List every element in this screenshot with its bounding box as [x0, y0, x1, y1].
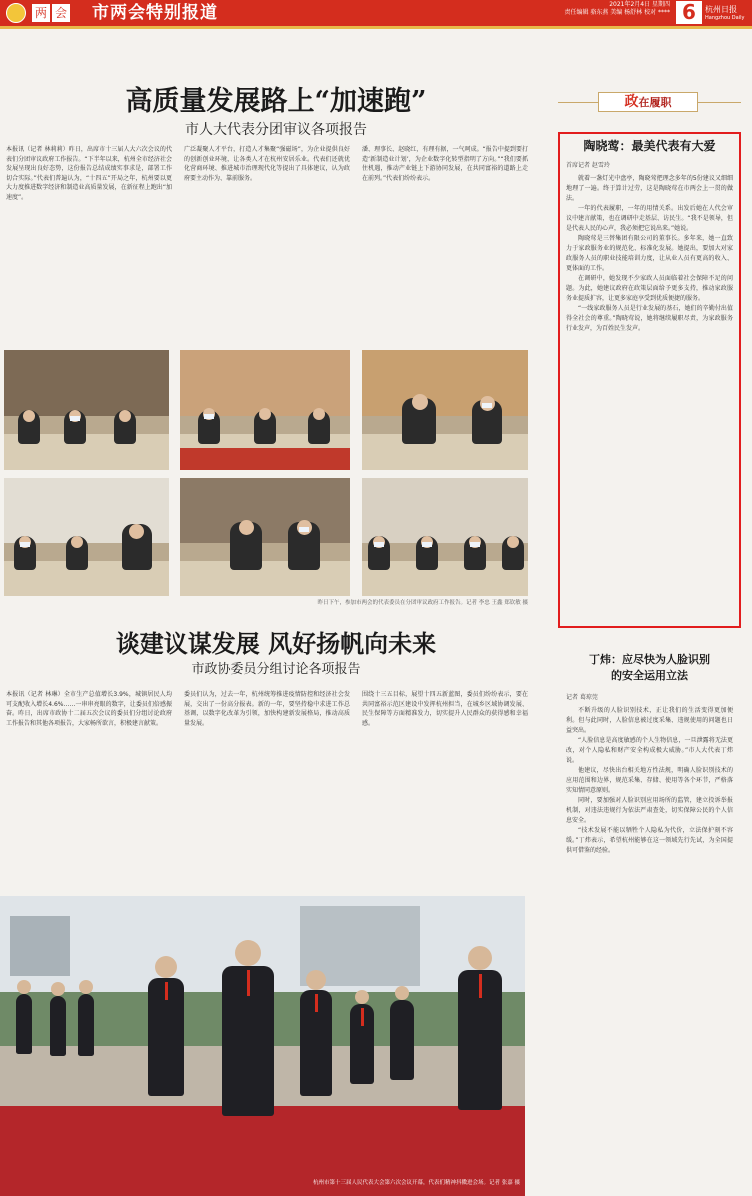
sidebar-story2-reporter: 记者 葛琼莞	[566, 694, 598, 701]
photo-delegates-6	[362, 478, 528, 596]
section-title: 市两会特别报道	[92, 3, 218, 23]
sidebar-story2-body	[566, 706, 733, 1190]
sidebar-story1-paragraph: 陶晓莺是三替集团有限公司的董事长。多年来，她一直致力于家政服务业的规范化、标准化发展。她提出，要加大对家政服务人员的职业技能培训力度，让从业人员有更高的收入、更体面的工作。	[566, 235, 733, 272]
sidebar-story2-paragraph: 同时，要加强对人脸识别应用场所的监管，建立投诉举报机制，对违法违规行为依法严肃查处，切实保障公民的个人信息安全。	[566, 797, 733, 824]
story1-subhead: 市人大代表分团审议各项报告	[185, 122, 367, 138]
sidebar-story2-title-line2: 的安全运用立法	[611, 669, 688, 682]
sidebar-story1-paragraph: 就着一盏灯光中盘亭，陶晓莺把理念多年的5份建议又细细地理了一遍。终于算计过劳，这是陶晓莺在市两会上一贯的做法。	[566, 175, 733, 202]
masthead-bar	[0, 0, 752, 26]
sidebar-story1-title: 陶晓莺：最美代表有大爱	[583, 139, 716, 153]
photo-delegates-2	[180, 350, 350, 470]
story2-column-3: 围绕十三五目标，展望十四五新蓝图，委员们纷纷表示，要在共同富裕示范区建设中发挥杭州担当，在城乡区域协调发展、民生保障等方面精准发力，切实提升人民群众的获得感和幸福感。	[362, 691, 528, 727]
issue-date: 2021年2月4日 星期四	[609, 1, 670, 8]
story2-column-1: 本报讯（记者 林琳）全市生产总值增长3.9%，城镇居民人均可支配收入增长4.6%……一串串亮眼的数字，让委员们倍感振奋。昨日，出席市政协十二届五次会议的委员们分组讨论政府工作报告和其他各项报告，大家畅所欲言，积极建言献策。	[6, 691, 172, 727]
photo-delegates-3	[362, 350, 528, 470]
banner-photo-delegates-walking	[0, 896, 525, 1196]
sidebar-story2-paragraph: “人脸信息是高度敏感的个人生物信息，一旦泄露将无法更改，对个人隐私和财产安全构成极大威胁。”市人大代表丁炜说。	[566, 737, 733, 764]
story1-column-2: 广泛凝聚人才平台，打造人才集聚“强磁场”，为企业提供良好的创新创业环境，让各类人才在杭州安居乐业。代表们还就优化营商环境、推进城市治理现代化等提出了具体建议，认为政府要主动作为、靠前服务。	[184, 146, 350, 182]
story1-headline: 高质量发展路上“加速跑”	[125, 86, 427, 117]
story2-headline: 谈建议谋发展 风好扬帆向未来	[115, 629, 437, 658]
story2-subhead: 市政协委员分组讨论各项报告	[191, 662, 361, 677]
sidebar-story2-paragraph: 不断升级的人脸识别技术，正让我们的生活变得更加便利。但与此同时，人脸信息被过度采集、违规使用的问题也日益突出。	[566, 707, 733, 734]
section-label: 在履职	[638, 96, 672, 109]
emblem-icon	[6, 3, 26, 23]
photo-delegates-5	[180, 478, 350, 596]
photo-delegates-1	[4, 350, 169, 470]
sidebar-story2-title-line1: 丁炜：应尽快为人脸识别	[589, 653, 710, 666]
sidebar-section-badge	[598, 92, 698, 112]
sidebar-story1-body	[566, 174, 733, 622]
masthead-char-2: 会	[52, 4, 70, 22]
newspaper-brand: 杭州日报	[705, 5, 737, 14]
masthead-char-1: 两	[32, 4, 50, 22]
story1-column-3: 潘、理事长、赵晓红，有理有据，一气呵成。“报告中提到要打造‘新制造业计划’，为企业数字化转型指明了方向。”“我们要抓住机遇，推动产业链上下游协同发展，在共同富裕的道路上走在前列。”代表们纷纷表示。	[362, 146, 528, 182]
sidebar-section-header	[558, 90, 741, 114]
sidebar-story1-paragraph: 在调研中，她发现不少家政人员面临着社会保障不足的问题。为此，她建议政府在政策层面给予更多支持，推动家政服务业提质扩容，让更多家庭享受到优质便捷的服务。	[566, 275, 733, 302]
photo-delegates-4	[4, 478, 169, 596]
photo-caption: 昨日下午，参加市两会的代表委员在分团审议政府工作报告。记者 李忠 王鑫 郑钦敏 摄	[317, 600, 528, 606]
editor-credits: 责任编辑 骆东燕 美编 杨舒林 校对 ****	[564, 9, 670, 16]
page-number: 6	[676, 1, 702, 24]
story1-column-1: 本报讯（记者 林莉莉）昨日，出席市十三届人大六次会议的代表们分团审议政府工作报告。“下半年以来，杭州全市经济社会发展呈现出良好态势，这份报告总结成绩实事求是，部署工作切合实际。”代表们普遍认为，“十四五”开局之年，杭州要以更大力度推进数字经济和制造业高质量发展，在新征程上跑出“加速度”。	[6, 146, 172, 201]
story2-column-2: 委员们认为，过去一年，杭州统筹推进疫情防控和经济社会发展，交出了一份高分报表。新的一年，要坚持稳中求进工作总基调，以数字化改革为引领，加快构建新发展格局，推动高质量发展。	[184, 691, 350, 727]
sidebar-story2-paragraph: 他建议，尽快出台相关地方性法规，明确人脸识别技术的应用范围和边界，规范采集、存储、使用等各个环节，严格落实知情同意原则。	[566, 767, 733, 794]
sidebar-story1-paragraph: “一线家政服务人员是行业发展的基石，她们的辛勤付出值得全社会的尊重。”陶晓莺说，她将继续履职尽责，为家政服务行业发声，为百姓民生发声。	[566, 305, 733, 332]
sidebar-story1-paragraph: 一年的代表履职，一年的用情关系。出发后她在人代会审议中建言献策，也在调研中走基层、访民生。“我不是领导，但是代表人民的心声，我必须把它说出来。”她说。	[566, 205, 733, 232]
date-and-editor	[560, 1, 670, 17]
newspaper-brand-sub: Hangzhou Daily	[705, 15, 745, 21]
sidebar-story2-paragraph: “技术发展不能以牺牲个人隐私为代价，立法保护刻不容缓。”丁炜表示，希望杭州能够在这一领域先行先试，为全国提供可借鉴的经验。	[566, 827, 733, 854]
masthead-divider	[0, 26, 752, 29]
banner-caption: 杭州市第十三届人民代表大会第六次会议开幕，代表们精神抖擞进会场。记者 张嘉 摄	[313, 1180, 520, 1186]
section-char: 政	[624, 94, 639, 110]
sidebar-story1-reporter: 首席记者 赵雪玲	[566, 162, 610, 169]
